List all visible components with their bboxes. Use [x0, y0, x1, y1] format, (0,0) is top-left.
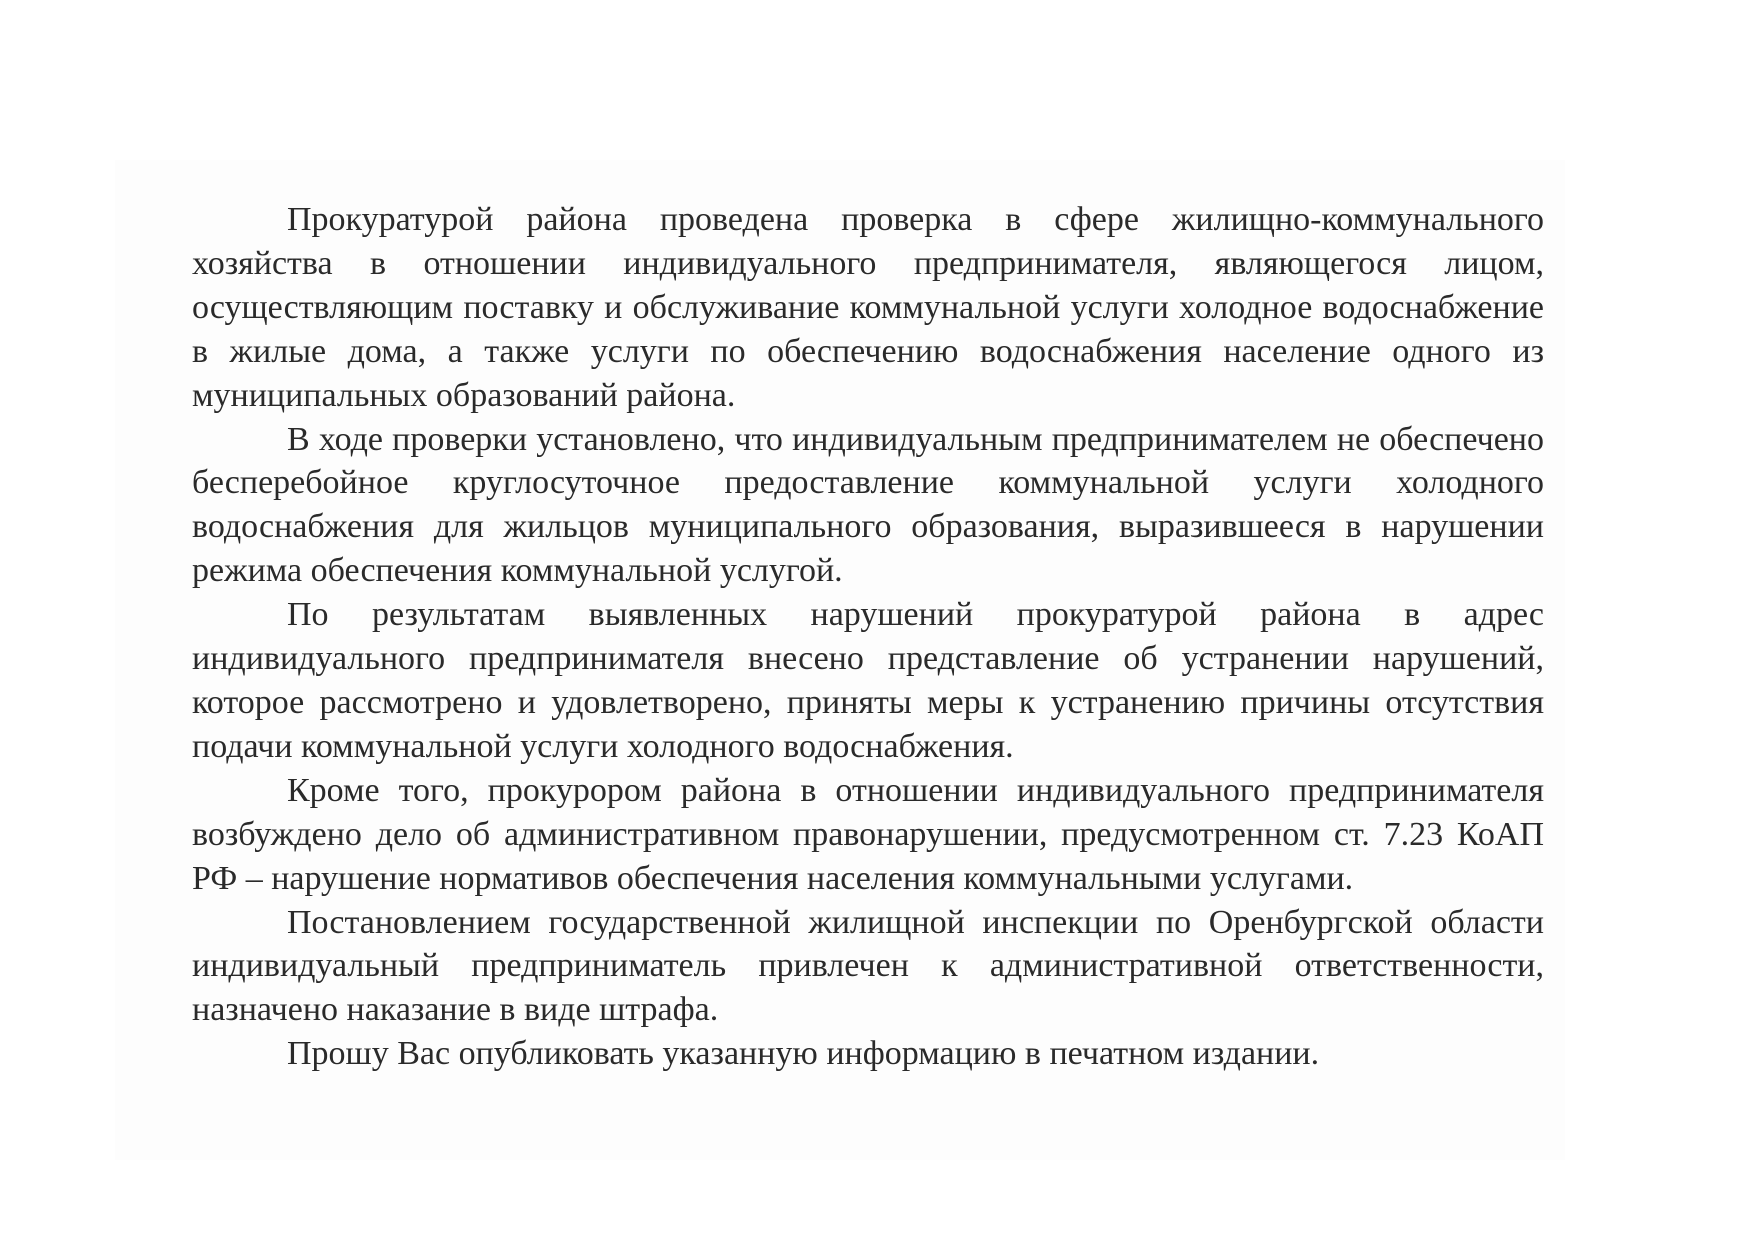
paragraph-publication-request: Прошу Вас опубликовать указанную информацию в печатном издании. — [287, 1035, 1320, 1073]
paragraph-administrative-case: Кроме того, прокурором района в отношении индивидуального предпринимателя возбуждено дело об административном правонарушении, предусмотренном ст. 7.23 КоАП РФ – нарушение нормативов обеспечения населения коммунальными услугами. — [192, 771, 1544, 897]
paragraph-representation: По результатам выявленных нарушений прокуратурой района в адрес индивидуального предпринимателя внесено представление об устранении нарушений, которое рассмотрено и удовлетворено, приняты меры к устранению причины отсутствия подачи коммунальной услуги холодного водоснабжения. — [192, 596, 1544, 765]
paragraph-findings: В ходе проверки установлено, что индивидуальным предпринимателем не обеспечено бесперебойное круглосуточное предоставление коммунальной услуги холодного водоснабжения для жильцов муниципального образования, выразившееся в нарушении режима обеспечения коммунальной услугой. — [192, 420, 1544, 590]
paragraph-penalty: Постановлением государственной жилищной инспекции по Оренбургской области индивидуальный предприниматель привлечен к административной ответственности, назначено наказание в виде штрафа. — [192, 903, 1544, 1029]
document-body — [192, 198, 1544, 1076]
paragraph-inspection: Прокуратурой района проведена проверка в сфере жилищно-коммунального хозяйства в отношении индивидуального предпринимателя, являющегося лицом, осуществляющим поставку и обслуживание коммунальной услуги холодное водоснабжение в жилые дома, а также услуги по обеспечению водоснабжения население одного из муниципальных образований района. — [192, 201, 1544, 414]
